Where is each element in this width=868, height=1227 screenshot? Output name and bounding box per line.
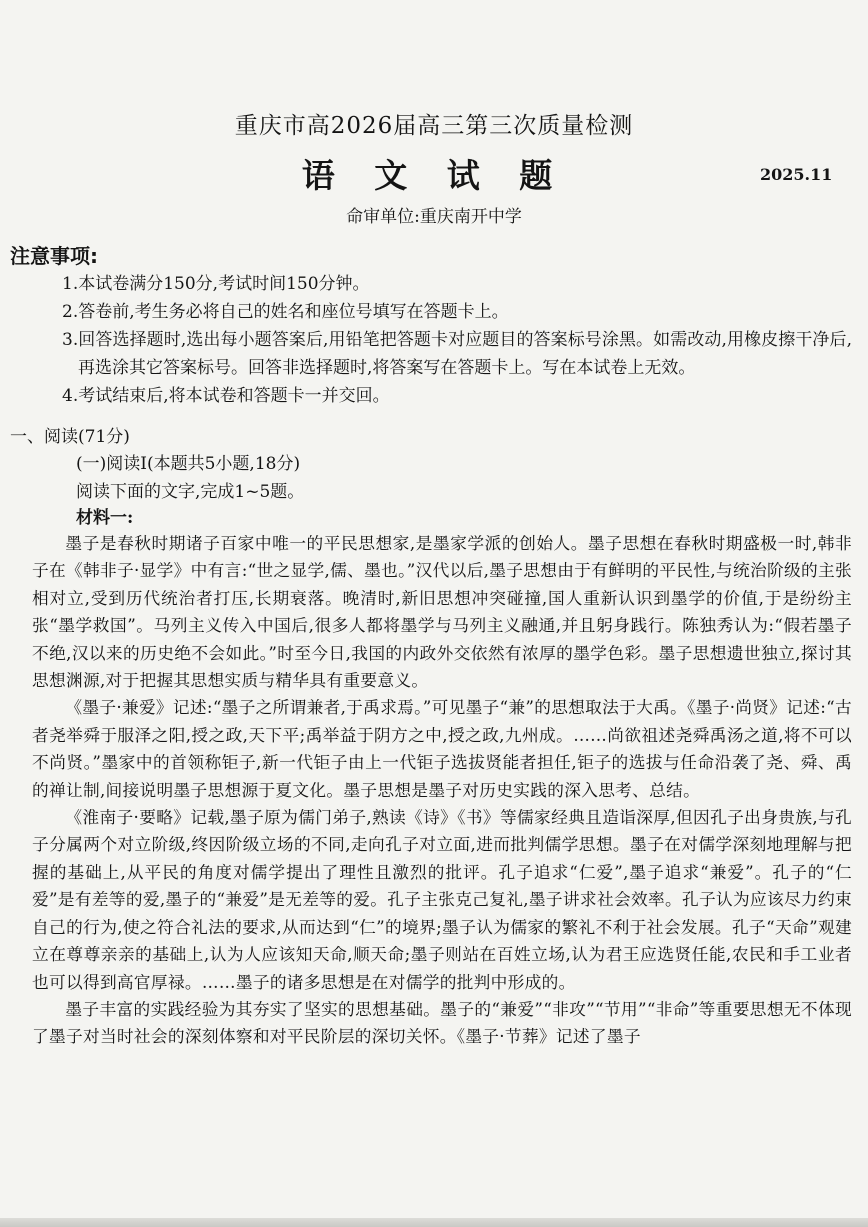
passage-paragraph: 墨子丰富的实践经验为其夯实了坚实的思想基础。墨子的“兼爱”“非攻”“节用”“非命”等重要思想无不体现了墨子对当时社会的深刻体察和对平民阶层的深切关怀。《墨子·节葬》记述了墨子 bbox=[32, 998, 852, 1047]
notice-item-3: 3.回答选择题时,选出每小题答案后,用铅笔把答题卡对应题目的答案标号涂黑。如需改动,用橡皮擦干净后,再选涂其它答案标号。回答非选择题时,将答案写在答题卡上。写在本试卷上无效。 bbox=[62, 330, 852, 378]
notice-list bbox=[62, 270, 852, 410]
passage-paragraph: 《淮南子·要略》记载,墨子原为儒门弟子,熟读《诗》《书》等儒家经典且造诣深厚,但因孔子出身贵族,与孔子分属两个对立阶级,终因阶级立场的不同,走向孔子对立面,进而批判儒学思想。墨子在对儒学深刻地理解与把握的基础上,从平民的角度对儒学提出了理性且激烈的批评。孔子追求“仁爱”,墨子追求“兼爱”。孔子的“仁爱”是有差等的爱,墨子的“兼爱”是无差等的爱。孔子主张克己复礼,墨子讲求社会效率。孔子认为应该尽力约束自己的行为,使之符合礼法的要求,从而达到“仁”的境界;墨子认为儒家的繁礼不利于社会发展。孔子“天命”观建立在尊尊亲亲的基础上,认为人应该知天命,顺天命;墨子则站在百姓立场,认为君王应选贤任能,农民和手工业者也可以得到高官厚禄。……墨子的诸多思想是在对儒学的批判中形成的。 bbox=[32, 807, 852, 992]
section-heading: 一、阅读(71分) bbox=[10, 427, 130, 447]
exam-date: 2025.11 bbox=[760, 165, 833, 184]
passage-paragraph: 《墨子·兼爱》记述:“墨子之所谓兼者,于禹求焉。”可见墨子“兼”的思想取法于大禹。《墨子·尚贤》记述:“古者尧举舜于服泽之阳,授之政,天下平;禹举益于阴方之中,授之政,九州成。……尚欲祖述尧舜禹汤之道,将不可以不尚贤。”墨家中的首领称钜子,新一代钜子由上一代钜子选拔贤能者担任,钜子的选拔与任命沿袭了尧、舜、禹的禅让制,间接说明墨子思想源于夏文化。墨子思想是墨子对历史实践的深入思考、总结。 bbox=[32, 697, 852, 800]
notice-item-4: 4.考试结束后,将本试卷和答题卡一并交回。 bbox=[62, 386, 390, 406]
notice-item-2: 2.答卷前,考生务必将自己的姓名和座位号填写在答题卡上。 bbox=[62, 302, 509, 322]
subject-title: 语 文 试 题 bbox=[301, 156, 567, 195]
setter-unit: 命审单位:重庆南开中学 bbox=[346, 207, 522, 227]
notice-heading: 注意事项: bbox=[10, 244, 98, 268]
exam-title: 重庆市高2026届高三第三次质量检测 bbox=[234, 113, 634, 139]
notice-item-1: 1.本试卷满分150分,考试时间150分钟。 bbox=[62, 274, 370, 294]
reading-passage bbox=[32, 530, 852, 1051]
scan-edge bbox=[0, 1218, 868, 1227]
reading-instruction: 阅读下面的文字,完成1~5题。 bbox=[76, 482, 305, 502]
material-label: 材料一: bbox=[76, 508, 134, 528]
passage-paragraph: 墨子是春秋时期诸子百家中唯一的平民思想家,是墨家学派的创始人。墨子思想在春秋时期盛极一时,韩非子在《韩非子·显学》中有言:“世之显学,儒、墨也。”汉代以后,墨子思想由于有鲜明的平民性,与统治阶级的主张相对立,受到历代统治者打压,长期衰落。晚清时,新旧思想冲突碰撞,国人重新认识到墨学的价值,于是纷纷主张“墨学救国”。马列主义传入中国后,很多人都将墨学与马列主义融通,并且躬身践行。陈独秀认为:“假若墨子不绝,汉以来的历史绝不会如此。”时至今日,我国的内政外交依然有浓厚的墨学色彩。墨子思想遗世独立,探讨其思想渊源,对于把握其思想实质与精华具有重要意义。 bbox=[32, 533, 852, 691]
subsection-title: (一)阅读Ⅰ(本题共5小题,18分) bbox=[76, 454, 301, 474]
